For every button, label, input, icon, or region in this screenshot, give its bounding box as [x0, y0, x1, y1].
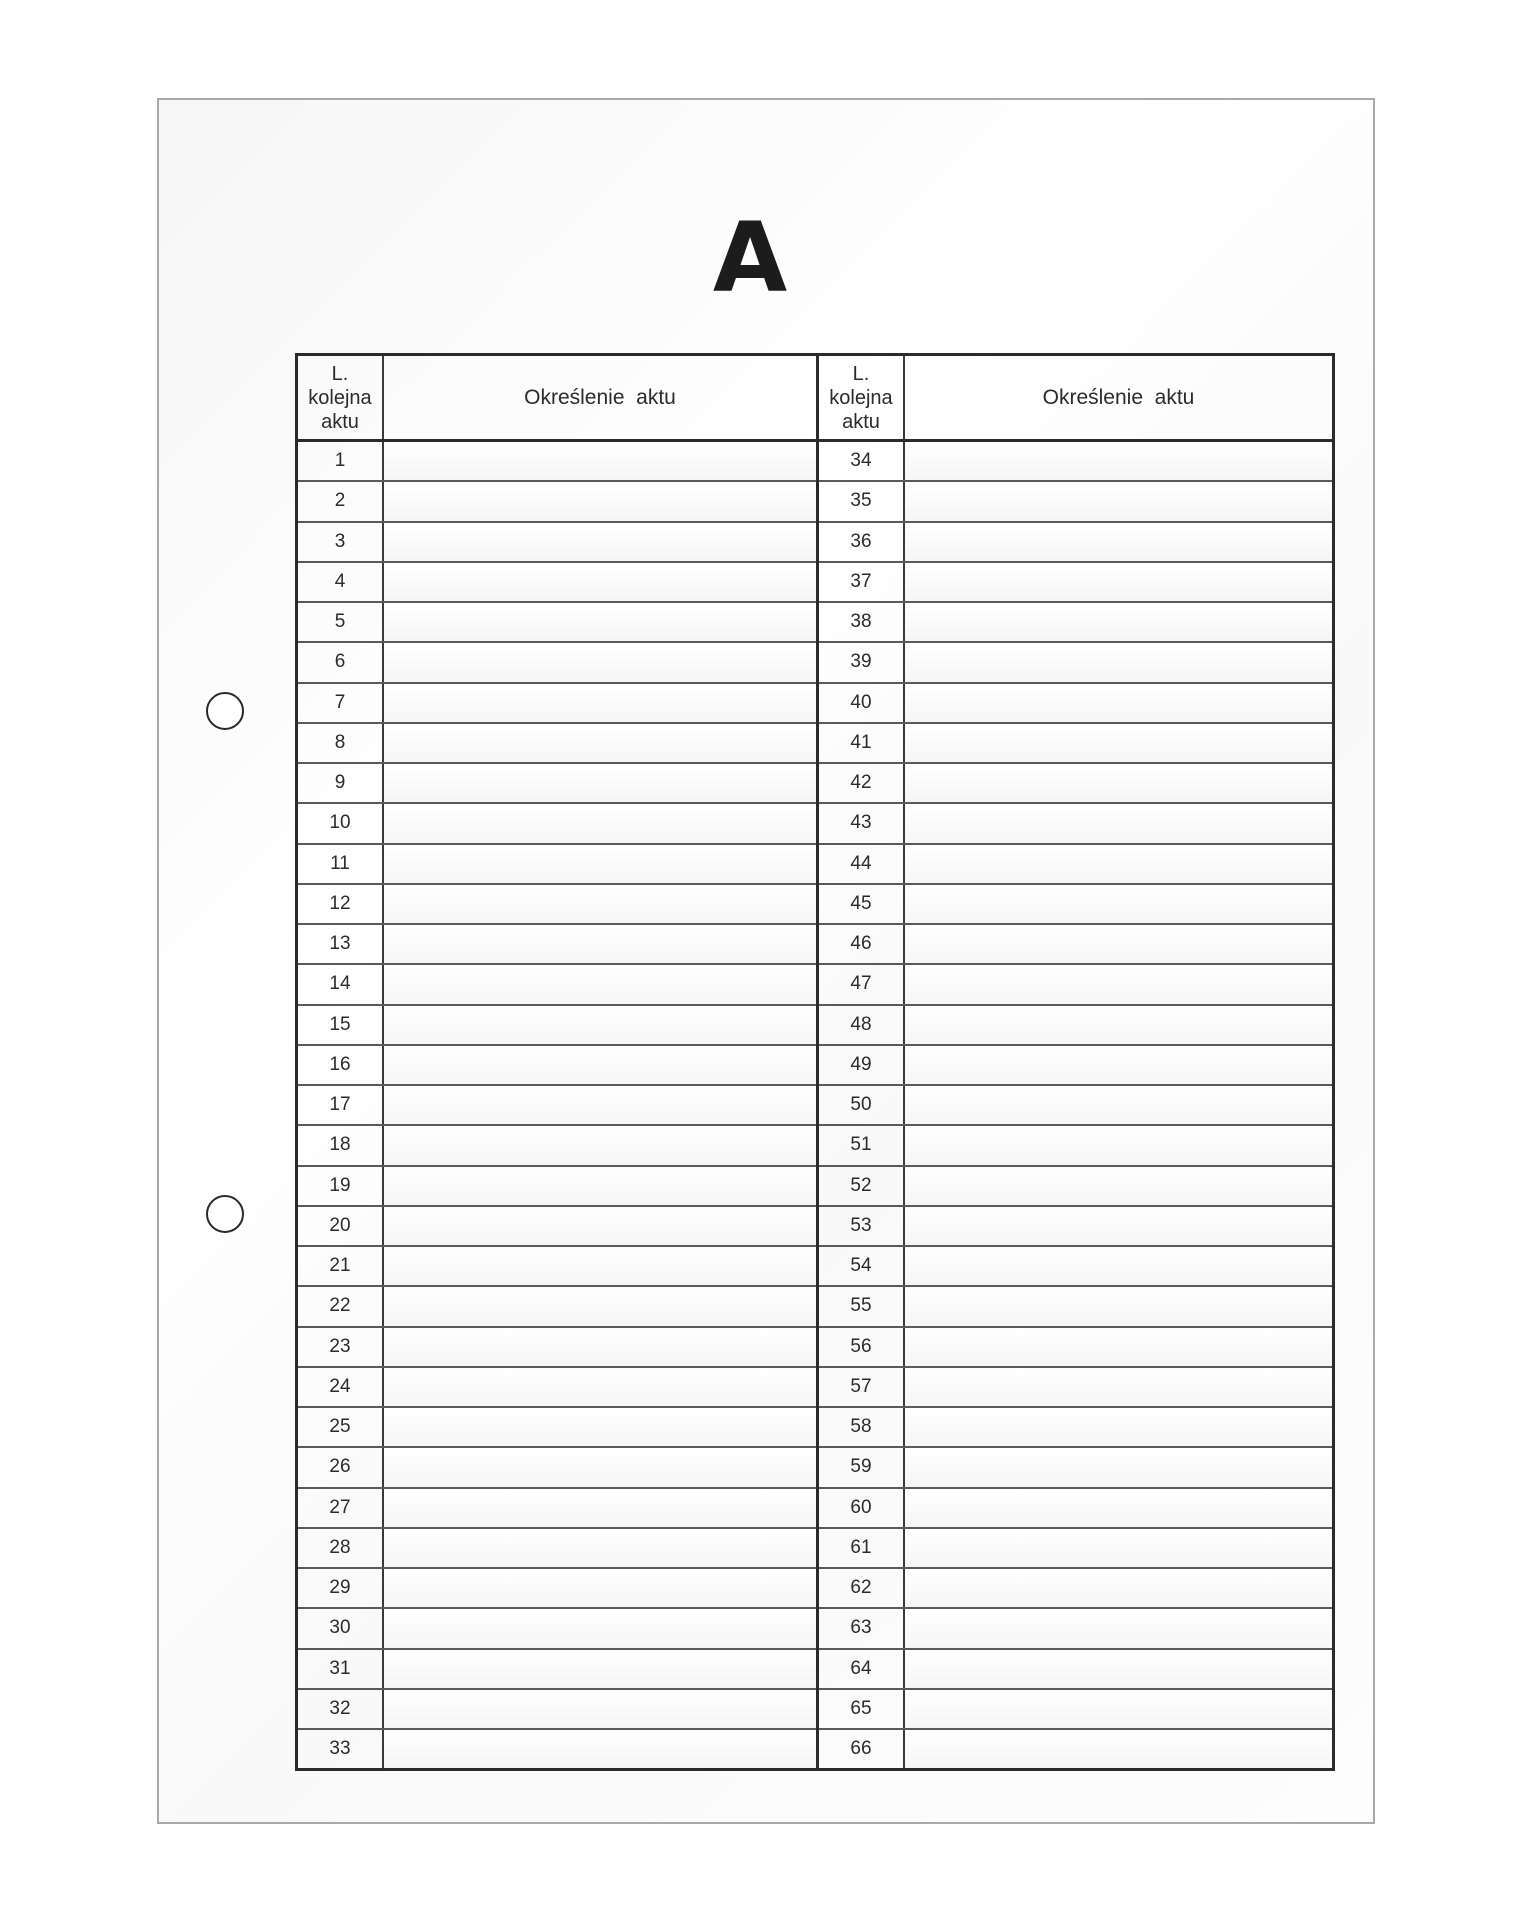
table-row [298, 1245, 816, 1285]
table-row [819, 561, 1332, 601]
description-cell[interactable] [905, 804, 1332, 842]
description-cell[interactable] [905, 1126, 1332, 1164]
description-cell[interactable] [384, 965, 816, 1003]
description-cell[interactable] [905, 603, 1332, 641]
register-table [295, 353, 1335, 1771]
row-number: 66 [819, 1730, 905, 1768]
row-number: 16 [298, 1046, 384, 1084]
description-cell[interactable] [384, 1650, 816, 1688]
table-row [819, 1406, 1332, 1446]
table-row [298, 521, 816, 561]
row-number: 58 [819, 1408, 905, 1446]
table-row [819, 802, 1332, 842]
number-header-line: kolejna [829, 386, 893, 409]
description-cell[interactable] [384, 482, 816, 520]
description-cell[interactable] [905, 1247, 1332, 1285]
description-cell[interactable] [905, 482, 1332, 520]
row-number: 49 [819, 1046, 905, 1084]
row-number: 14 [298, 965, 384, 1003]
row-number: 36 [819, 523, 905, 561]
description-cell[interactable] [384, 1086, 816, 1124]
row-number: 31 [298, 1650, 384, 1688]
row-number: 60 [819, 1489, 905, 1527]
description-cell[interactable] [905, 1006, 1332, 1044]
row-number: 8 [298, 724, 384, 762]
table-row [819, 1326, 1332, 1366]
number-header-line: aktu [842, 410, 880, 433]
number-column-header [819, 356, 905, 439]
row-number: 42 [819, 764, 905, 802]
description-cell[interactable] [905, 1730, 1332, 1768]
row-number: 5 [298, 603, 384, 641]
table-row [298, 1366, 816, 1406]
description-cell[interactable] [384, 1368, 816, 1406]
punch-hole [206, 692, 244, 730]
row-number: 48 [819, 1006, 905, 1044]
row-number: 25 [298, 1408, 384, 1446]
description-cell[interactable] [905, 523, 1332, 561]
number-header-line: kolejna [308, 386, 372, 409]
table-row [298, 762, 816, 802]
row-number: 52 [819, 1167, 905, 1205]
description-cell[interactable] [384, 1006, 816, 1044]
number-header-line: L. [852, 362, 870, 385]
description-cell[interactable] [905, 684, 1332, 722]
description-column-header: Określenie aktu [524, 385, 676, 409]
table-row [819, 1648, 1332, 1688]
table-row [298, 1165, 816, 1205]
description-cell[interactable] [384, 1287, 816, 1325]
description-cell[interactable] [905, 1569, 1332, 1607]
description-cell[interactable] [905, 1328, 1332, 1366]
table-row [298, 843, 816, 883]
header-row [298, 356, 816, 442]
description-cell[interactable] [384, 684, 816, 722]
description-cell[interactable] [905, 563, 1332, 601]
table-row [298, 480, 816, 520]
description-cell[interactable] [384, 764, 816, 802]
table-row [298, 1084, 816, 1124]
table-row [298, 1205, 816, 1245]
table-row [298, 1567, 816, 1607]
description-cell[interactable] [384, 885, 816, 923]
row-number: 24 [298, 1368, 384, 1406]
description-cell[interactable] [384, 1046, 816, 1084]
row-number: 41 [819, 724, 905, 762]
table-row [819, 1044, 1332, 1084]
table-row [819, 1446, 1332, 1486]
table-row [819, 1205, 1332, 1245]
row-number: 9 [298, 764, 384, 802]
description-cell[interactable] [905, 965, 1332, 1003]
table-row [298, 1285, 816, 1325]
description-cell[interactable] [905, 643, 1332, 681]
row-number: 15 [298, 1006, 384, 1044]
row-number: 11 [298, 845, 384, 883]
description-cell[interactable] [905, 1167, 1332, 1205]
table-row [819, 480, 1332, 520]
description-cell[interactable] [384, 1408, 816, 1446]
row-number: 43 [819, 804, 905, 842]
table-row [298, 1044, 816, 1084]
row-number: 30 [298, 1609, 384, 1647]
table-row [298, 883, 816, 923]
row-number: 23 [298, 1328, 384, 1366]
punch-hole [206, 1195, 244, 1233]
table-row [819, 641, 1332, 681]
sheet-letter: A [712, 202, 788, 314]
table-row [298, 601, 816, 641]
table-row [819, 1366, 1332, 1406]
table-row [298, 1728, 816, 1768]
row-number: 4 [298, 563, 384, 601]
row-number: 13 [298, 925, 384, 963]
row-number: 2 [298, 482, 384, 520]
description-cell[interactable] [905, 1086, 1332, 1124]
row-number: 45 [819, 885, 905, 923]
description-cell[interactable] [384, 1690, 816, 1728]
table-row [819, 1567, 1332, 1607]
description-cell[interactable] [384, 603, 816, 641]
table-row [298, 1527, 816, 1567]
description-cell[interactable] [905, 1529, 1332, 1567]
row-number: 57 [819, 1368, 905, 1406]
row-number: 65 [819, 1690, 905, 1728]
register-left-half [298, 356, 819, 1768]
table-row [298, 561, 816, 601]
description-cell[interactable] [384, 1489, 816, 1527]
description-cell[interactable] [384, 1730, 816, 1768]
row-number: 10 [298, 804, 384, 842]
table-row [298, 442, 816, 480]
table-row [298, 722, 816, 762]
description-cell[interactable] [905, 1408, 1332, 1446]
table-row [298, 641, 816, 681]
description-cell[interactable] [384, 1126, 816, 1164]
table-row [298, 1124, 816, 1164]
description-cell[interactable] [384, 442, 816, 480]
table-row [298, 1607, 816, 1647]
description-cell[interactable] [905, 1207, 1332, 1245]
table-row [819, 521, 1332, 561]
description-cell[interactable] [905, 1650, 1332, 1688]
table-row [819, 1165, 1332, 1205]
table-row [298, 682, 816, 722]
row-number: 17 [298, 1086, 384, 1124]
row-number: 59 [819, 1448, 905, 1486]
table-row [819, 1084, 1332, 1124]
description-cell[interactable] [384, 724, 816, 762]
description-cell[interactable] [905, 1489, 1332, 1527]
description-cell[interactable] [384, 925, 816, 963]
number-header-line: aktu [321, 410, 359, 433]
description-cell[interactable] [905, 1287, 1332, 1325]
register-sheet [157, 98, 1375, 1824]
row-number: 18 [298, 1126, 384, 1164]
row-number: 53 [819, 1207, 905, 1245]
row-number: 7 [298, 684, 384, 722]
row-number: 47 [819, 965, 905, 1003]
description-cell[interactable] [384, 563, 816, 601]
register-rows-left [298, 442, 816, 1768]
table-row [298, 1326, 816, 1366]
row-number: 39 [819, 643, 905, 681]
row-number: 38 [819, 603, 905, 641]
description-column-header: Określenie aktu [1042, 385, 1195, 409]
description-cell[interactable] [905, 1609, 1332, 1647]
table-row [819, 762, 1332, 802]
row-number: 35 [819, 482, 905, 520]
row-number: 34 [819, 442, 905, 480]
table-row [819, 1285, 1332, 1325]
row-number: 27 [298, 1489, 384, 1527]
row-number: 44 [819, 845, 905, 883]
table-row [298, 1688, 816, 1728]
description-cell[interactable] [905, 764, 1332, 802]
description-cell[interactable] [905, 1690, 1332, 1728]
row-number: 29 [298, 1569, 384, 1607]
description-cell[interactable] [905, 1046, 1332, 1084]
row-number: 61 [819, 1529, 905, 1567]
table-row [819, 883, 1332, 923]
number-header-line: L. [331, 362, 349, 385]
description-cell[interactable] [384, 1609, 816, 1647]
table-row [819, 1527, 1332, 1567]
description-cell[interactable] [384, 1448, 816, 1486]
row-number: 64 [819, 1650, 905, 1688]
row-number: 3 [298, 523, 384, 561]
description-cell[interactable] [384, 845, 816, 883]
table-row [298, 1487, 816, 1527]
table-row [298, 923, 816, 963]
table-row [819, 1607, 1332, 1647]
description-cell[interactable] [384, 1328, 816, 1366]
description-cell[interactable] [384, 1247, 816, 1285]
table-row [819, 843, 1332, 883]
row-number: 21 [298, 1247, 384, 1285]
row-number: 54 [819, 1247, 905, 1285]
row-number: 37 [819, 563, 905, 601]
row-number: 56 [819, 1328, 905, 1366]
table-row [819, 722, 1332, 762]
table-row [298, 1648, 816, 1688]
table-row [819, 601, 1332, 641]
table-row [819, 682, 1332, 722]
table-row [298, 1406, 816, 1446]
description-cell[interactable] [384, 643, 816, 681]
description-cell[interactable] [384, 523, 816, 561]
description-cell[interactable] [384, 1167, 816, 1205]
table-row [819, 1728, 1332, 1768]
row-number: 51 [819, 1126, 905, 1164]
description-cell[interactable] [905, 1448, 1332, 1486]
table-row [298, 963, 816, 1003]
description-cell[interactable] [905, 1368, 1332, 1406]
number-column-header [298, 356, 384, 439]
row-number: 32 [298, 1690, 384, 1728]
row-number: 22 [298, 1287, 384, 1325]
table-row [819, 923, 1332, 963]
description-cell[interactable] [384, 804, 816, 842]
table-row [819, 1487, 1332, 1527]
row-number: 6 [298, 643, 384, 681]
table-row [298, 1004, 816, 1044]
table-row [819, 1004, 1332, 1044]
table-row [298, 802, 816, 842]
table-row [298, 1446, 816, 1486]
description-cell[interactable] [905, 724, 1332, 762]
row-number: 33 [298, 1730, 384, 1768]
row-number: 55 [819, 1287, 905, 1325]
row-number: 46 [819, 925, 905, 963]
description-cell[interactable] [905, 885, 1332, 923]
description-cell[interactable] [905, 925, 1332, 963]
table-row [819, 442, 1332, 480]
row-number: 40 [819, 684, 905, 722]
row-number: 63 [819, 1609, 905, 1647]
row-number: 1 [298, 442, 384, 480]
row-number: 20 [298, 1207, 384, 1245]
row-number: 26 [298, 1448, 384, 1486]
table-row [819, 1124, 1332, 1164]
description-cell[interactable] [384, 1529, 816, 1567]
row-number: 12 [298, 885, 384, 923]
header-row [819, 356, 1332, 442]
table-row [819, 1688, 1332, 1728]
description-cell[interactable] [384, 1569, 816, 1607]
description-cell[interactable] [384, 1207, 816, 1245]
row-number: 50 [819, 1086, 905, 1124]
description-cell[interactable] [905, 845, 1332, 883]
table-row [819, 963, 1332, 1003]
row-number: 28 [298, 1529, 384, 1567]
row-number: 19 [298, 1167, 384, 1205]
table-row [819, 1245, 1332, 1285]
row-number: 62 [819, 1569, 905, 1607]
register-right-half [819, 356, 1332, 1768]
description-cell[interactable] [905, 442, 1332, 480]
register-rows-right [819, 442, 1332, 1768]
